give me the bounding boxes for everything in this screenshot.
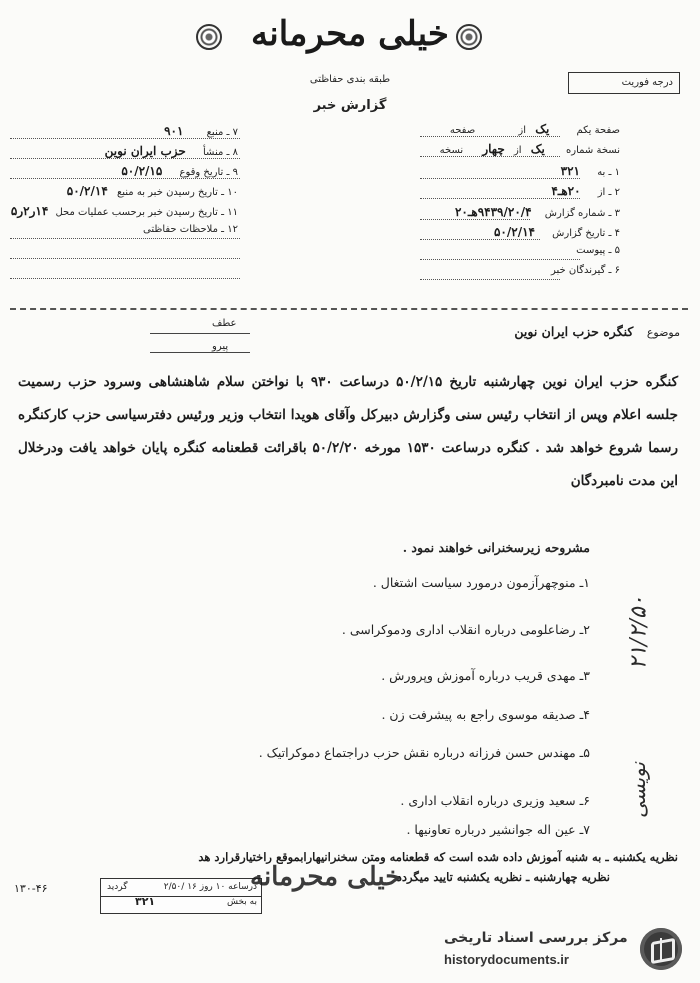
classification-title: خیلی محرمانه <box>251 14 449 54</box>
subject-row <box>20 324 680 339</box>
section-divider <box>10 308 688 310</box>
speaker-7: ۷ـ عین اله جوانشیر درباره تعاونیها . <box>406 822 590 837</box>
watermark-text: مرکز بررسی اسناد تاریخی <box>444 930 628 946</box>
closing-note-2: نظریه چهارشنبه ـ نظریه یکشنبه تایید میگردد <box>396 870 610 884</box>
watermark-url: historydocuments.ir <box>444 952 569 967</box>
field-report-number: ۳ ـ شماره گزارش ۹۴۳۹/۲۰/۴هـ۲۰ <box>454 205 620 219</box>
body-intro: مشروحه زیرسخنرانی خواهند نمود . <box>402 540 590 555</box>
field-page: صفحة یکم یک از صفحه <box>449 122 620 136</box>
closing-note-1: نظریه یکشنبه ـ به شنبه آموزش داده شده است که قطعنامه ومتن سخنرانیهارابموقع راختیارقرارد هد <box>198 850 678 864</box>
field-copy: نسخة شماره یک از چهار نسخه <box>439 142 620 156</box>
field-operation-date: ۱۱ ـ تاریخ رسیدن خبر برحسب عملیات محل ۱۴ر۲ر۵ <box>10 204 238 218</box>
report-title: گزارش خبر <box>313 98 387 113</box>
field-attachment: ۵ ـ پیوست <box>576 245 620 256</box>
atf-label: عطف <box>212 318 237 329</box>
speaker-1: ۱ـ منوچهرآزمون درمورد سیاست اشتغال . <box>372 575 590 590</box>
seal-icon-right <box>456 24 482 50</box>
speaker-6: ۶ـ سعید وزیری درباره انقلاب اداری . <box>400 793 590 808</box>
archive-logo-icon <box>640 928 682 970</box>
piro-label: پیرو <box>212 341 229 352</box>
field-received-date: ۱۰ ـ تاریخ رسیدن خبر به منبع ۵۰/۲/۱۴ <box>66 184 238 198</box>
field-recipients: ۶ ـ گیرندگان خبر <box>550 265 620 276</box>
field-source: ۷ ـ منبع ۹۰۱ <box>164 124 238 138</box>
priority-label: درجه فوریت <box>621 77 673 88</box>
field-from: ۲ ـ از ۲۰هـ۴ <box>551 184 620 198</box>
subject-value: کنگره حزب ایران نوین <box>514 324 634 339</box>
margin-note-word: نویسی <box>625 762 650 818</box>
registration-stamp: درساعه ۱۰ روز ۱۶ /۲/۵۰ به بخش ۳۲۱ گردید <box>100 878 262 914</box>
bottom-classification: خیلی محرمانه <box>250 862 402 892</box>
speaker-3: ۳ـ مهدی قریب درباره آموزش وپرورش . <box>381 668 590 683</box>
field-security-notes: ۱۲ ـ ملاحظات حفاظتی <box>143 224 238 235</box>
footer-code: ۱۳۰-۴۶ <box>14 882 48 895</box>
field-report-date: ۴ ـ تاریخ گزارش ۵۰/۲/۱۴ <box>493 225 620 239</box>
field-origin: ۸ ـ منشأ حزب ایران نوین <box>104 144 238 158</box>
speaker-4: ۴ـ صدیقه موسوی راجع به پیشرفت زن . <box>381 707 590 722</box>
margin-note-date: ۲۱/۲/۵۰ <box>626 595 652 670</box>
field-occurrence-date: ۹ ـ تاریخ وقوع ۵۰/۲/۱۵ <box>121 164 238 178</box>
classification-label: طبقه بندی حفاظتی <box>309 74 391 85</box>
body-paragraph: کنگره حزب ایران نوین چهارشنبه تاریخ ۵۰/۲/۱۵ درساعت ۹۳۰ با نواختن سلام شاهنشاهی وسرود حزب رسمیت جلسه اعلام وپس از انتخاب رئیس سنی وگزارش دبیرکل وآقای هویدا انتخاب وزیر ورئیس دفترسیاسی حزب کارکنگره رسما شروع خواهد شد . کنگره درساعت ۱۵۳۰ مورخه ۵۰/۲/۲۰ باقرائت قطعنامه کنگره پایان خواهد یافت ودرخلال این مدت نامبردگان <box>18 374 678 489</box>
field-to: ۱ ـ به ۳۲۱ <box>560 164 620 178</box>
speaker-5: ۵ـ مهندس حسن فرزانه درباره نقش حزب دراجتماع دموکراتیک . <box>258 745 590 760</box>
subject-label: موضوع <box>646 326 680 339</box>
speaker-2: ۲ـ رضاعلومی درباره انقلاب اداری ودموکراسی . <box>341 622 590 637</box>
